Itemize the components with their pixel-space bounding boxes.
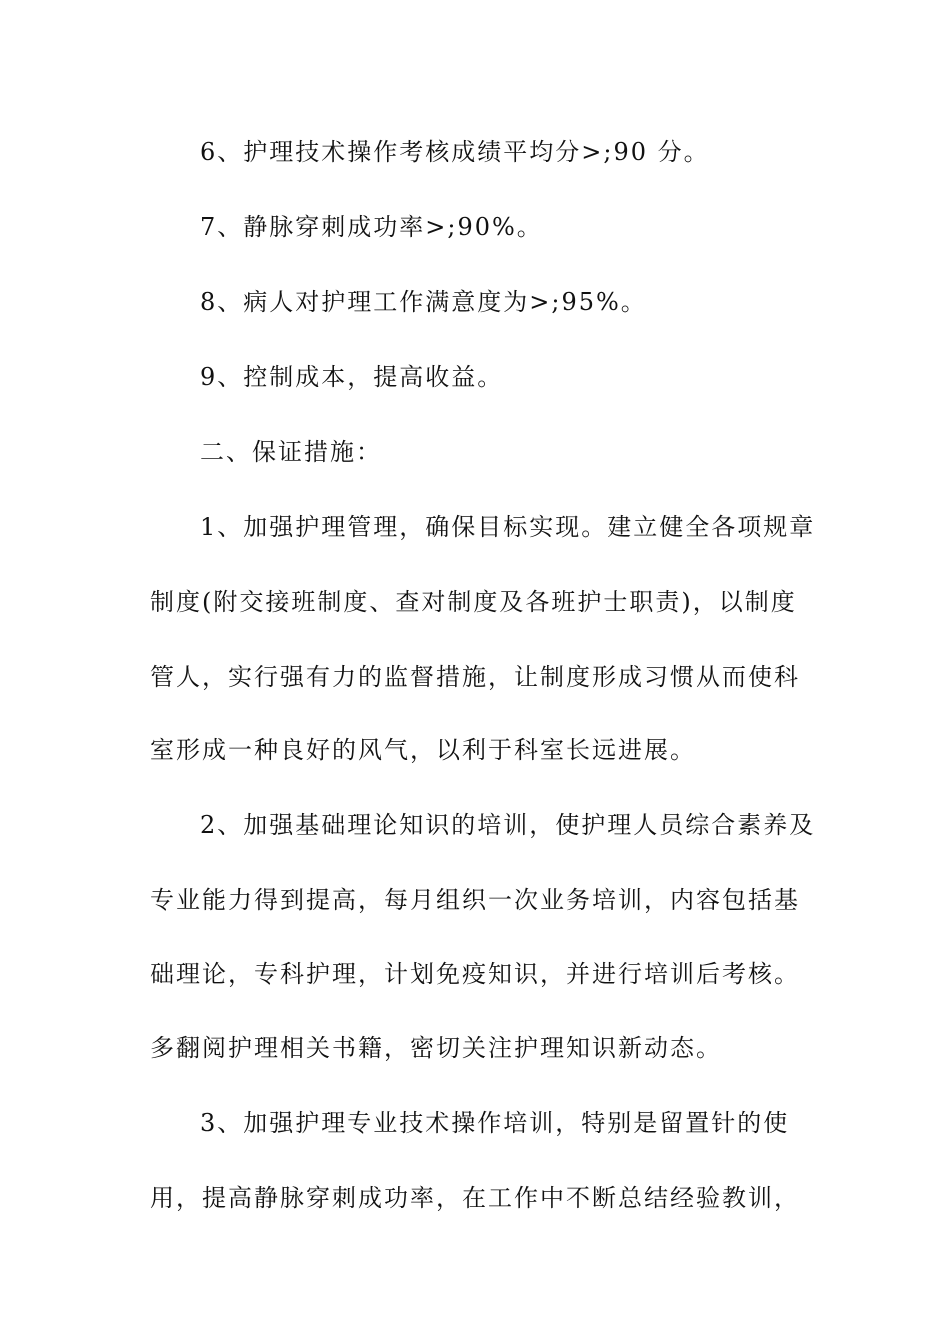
text-line-measure-1-cont: 管人，实行强有力的监督措施，让制度形成习惯从而使科: [150, 663, 800, 691]
text-line-measure-1-cont: 室形成一种良好的风气，以利于科室长远进展。: [150, 736, 696, 764]
text-line-measure-1-cont: 制度(附交接班制度、查对制度及各班护士职责)，以制度: [150, 588, 797, 616]
text-line-measure-2-cont: 础理论，专科护理，计划免疫知识，并进行培训后考核。: [150, 960, 800, 988]
text-line-measure-2: 2、加强基础理论知识的培训，使护理人员综合素养及: [200, 811, 816, 839]
section-heading: 二、保证措施：: [200, 438, 382, 466]
text-line-goal-8: 8、病人对护理工作满意度为>;95%。: [200, 288, 647, 316]
text-line-measure-1: 1、加强护理管理，确保目标实现。建立健全各项规章: [200, 513, 816, 541]
text-line-goal-7: 7、静脉穿刺成功率>;90%。: [200, 213, 543, 241]
text-line-goal-9: 9、控制成本，提高收益。: [200, 363, 504, 391]
text-line-measure-3: 3、加强护理专业技术操作培训，特别是留置针的使: [200, 1109, 790, 1137]
text-line-goal-6: 6、护理技术操作考核成绩平均分>;90 分。: [200, 138, 710, 166]
text-line-measure-2-cont: 专业能力得到提高，每月组织一次业务培训，内容包括基: [150, 886, 800, 914]
text-line-measure-2-cont: 多翻阅护理相关书籍，密切关注护理知识新动态。: [150, 1034, 722, 1062]
text-line-measure-3-cont: 用，提高静脉穿刺成功率，在工作中不断总结经验教训，: [150, 1184, 800, 1212]
